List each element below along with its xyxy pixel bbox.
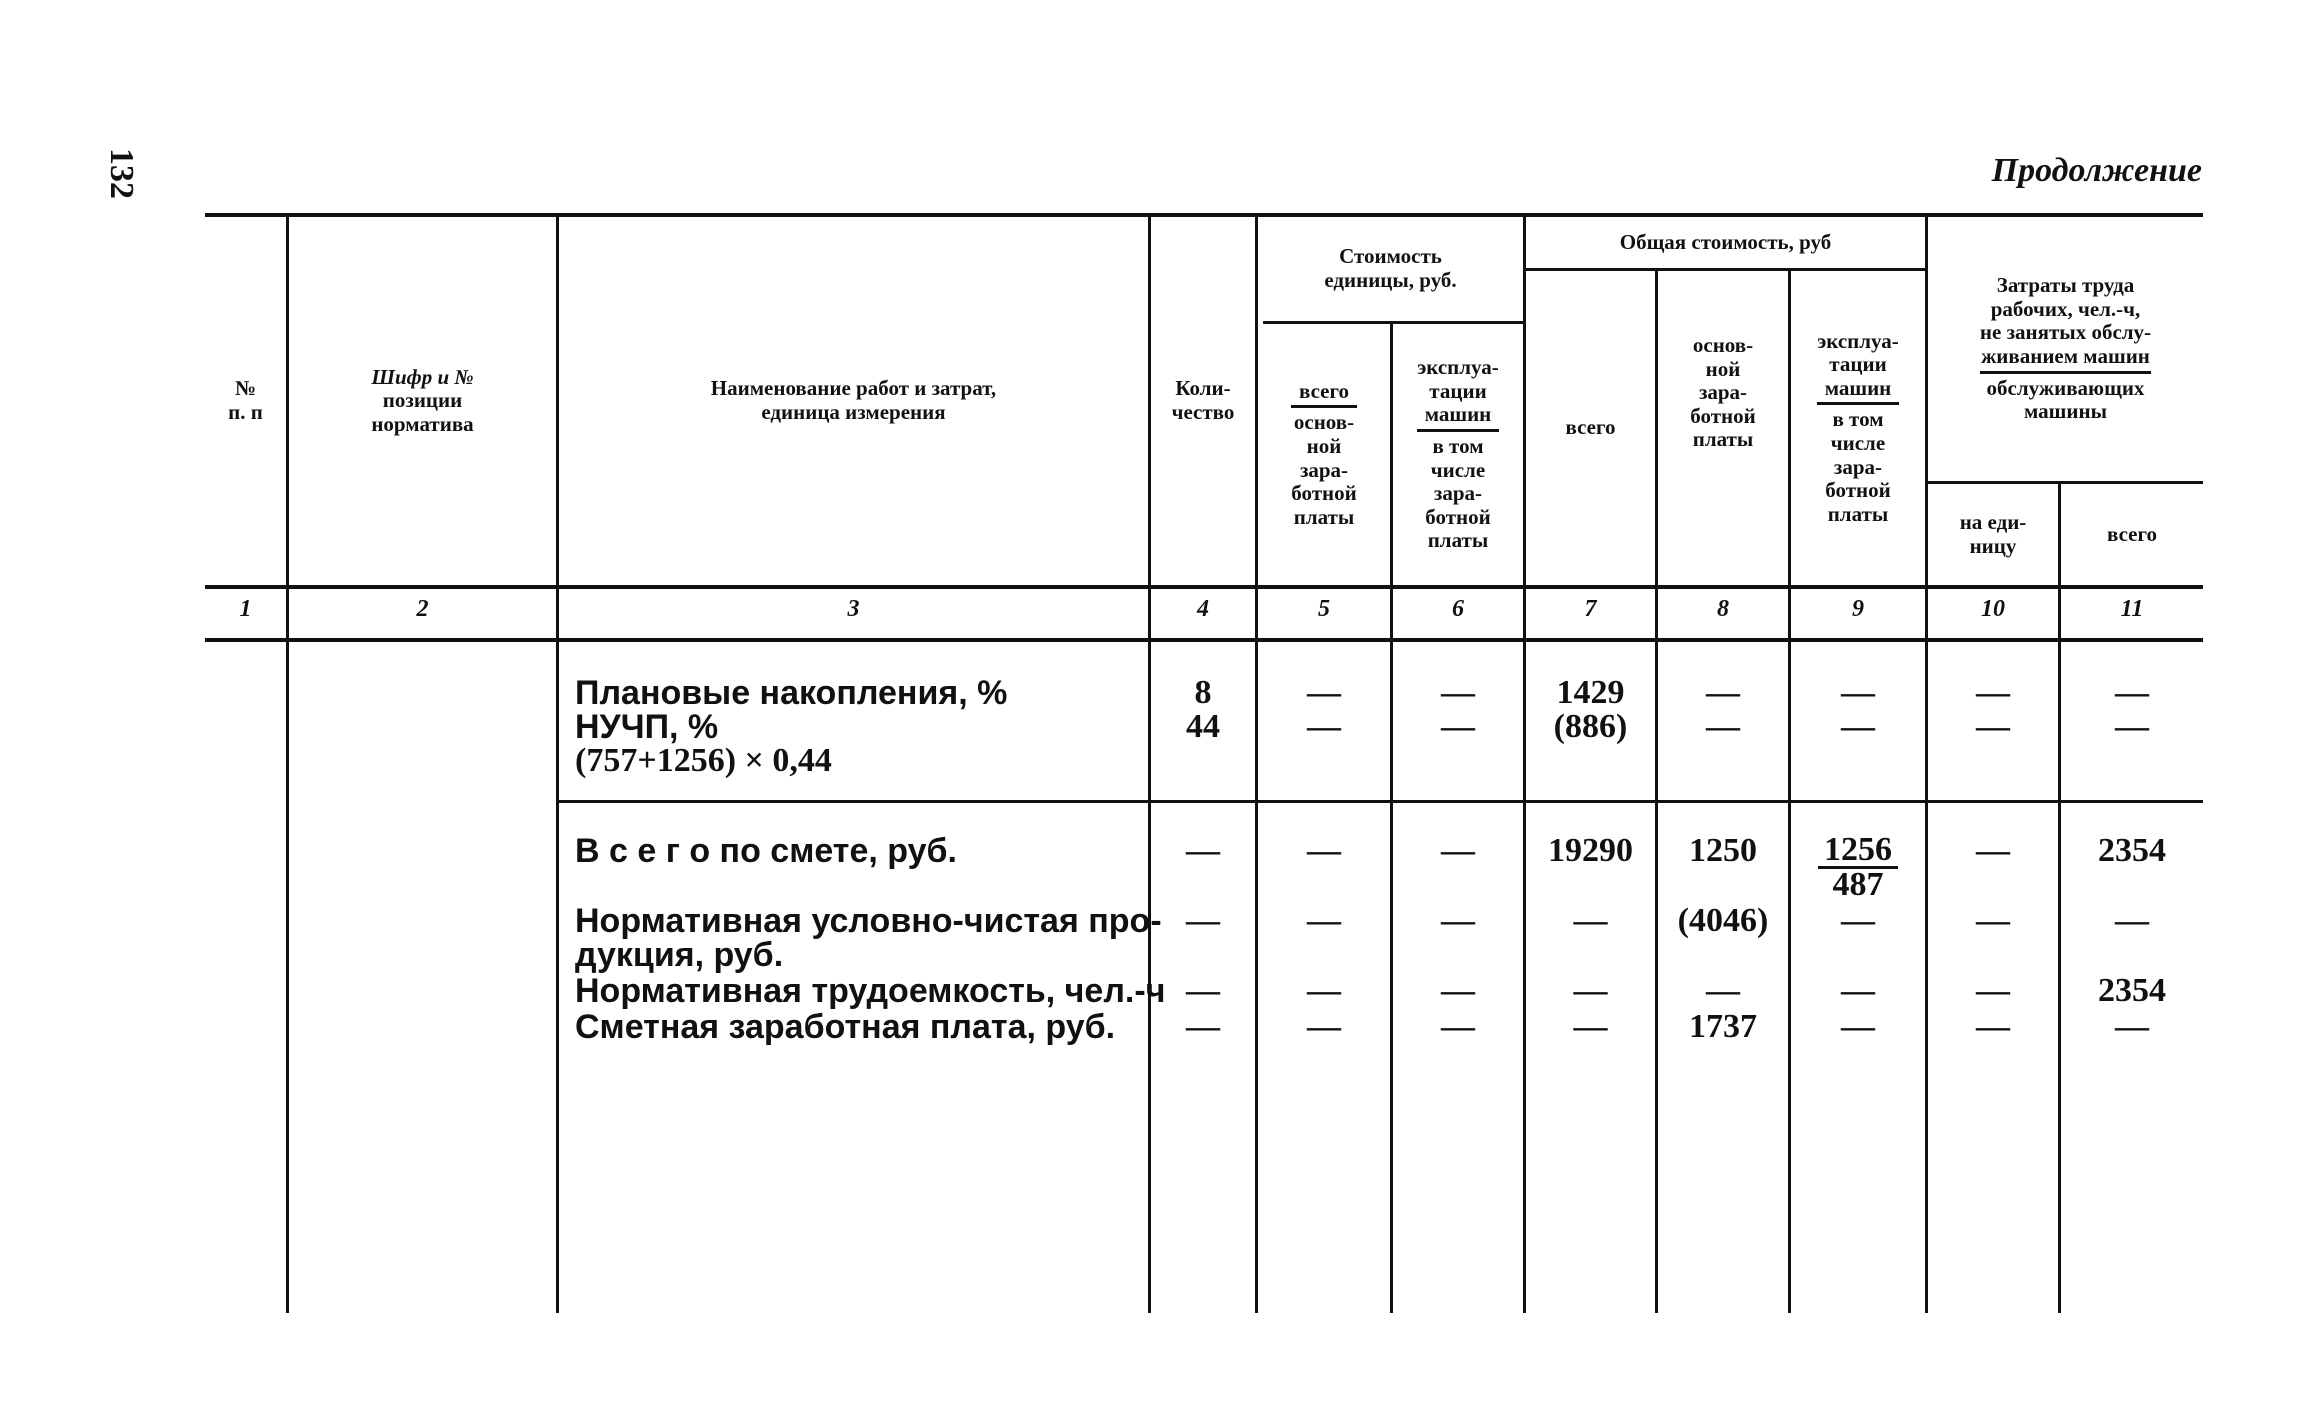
header-unit-cost: Стоимость единицы, руб. <box>1324 244 1457 292</box>
cell-c10: — <box>1976 1008 2010 1045</box>
cell-c11: 2354 <box>2098 972 2166 1009</box>
header-total-cost-machines: эксплуа- тации машин в том числе зара- ботной платы <box>1817 328 1899 526</box>
cell-c11: 2354 <box>2098 832 2166 869</box>
header-work-name: Наименование работ и затрат, единица измерения <box>710 376 997 424</box>
cell-c9-fraction <box>1791 831 1925 903</box>
header-unit-cost-total: всего основ- ной зара- ботной платы <box>1291 378 1357 529</box>
col-number: 4 <box>1197 596 1209 622</box>
cell-c6: — <box>1441 832 1475 869</box>
cell-c9: — <box>1841 972 1875 1009</box>
cell-c10: — <box>1976 832 2010 869</box>
cell-c11: — <box>2115 708 2149 745</box>
cell-c7: — <box>1573 972 1608 1009</box>
cell-c8: 1250 <box>1689 832 1757 869</box>
cell-c10: — <box>1976 902 2010 939</box>
col-number: 5 <box>1318 596 1330 622</box>
cell-c10: — <box>1976 708 2010 745</box>
cell-c6: — <box>1441 708 1475 745</box>
col-number: 7 <box>1584 596 1597 622</box>
page-number: 132 <box>103 148 140 199</box>
cell-c9: — <box>1841 674 1875 711</box>
work-name: НУЧП, % <box>575 708 719 746</box>
cell-c10: — <box>1976 674 2010 711</box>
cell-quantity: — <box>1186 1008 1220 1045</box>
cell-c8: 1737 <box>1689 1008 1757 1045</box>
cell-c11: — <box>2115 674 2149 711</box>
summary-total-label: В с е г о по смете, руб. <box>575 832 957 870</box>
cell-c6: — <box>1441 972 1475 1009</box>
summary-label: Нормативная трудоемкость, чел.-ч <box>575 972 1166 1010</box>
cell-quantity: 44 <box>1186 708 1220 745</box>
cell-c6: — <box>1441 1008 1475 1045</box>
cell-c5: — <box>1307 1008 1341 1045</box>
header-labor: Затраты труда рабочих, чел.-ч, не занятых обслу- живанием машин обслуживающих машины <box>1979 273 2152 424</box>
col-number: 9 <box>1852 596 1864 622</box>
cell-c6: — <box>1441 674 1475 711</box>
cell-c11: — <box>2115 1008 2149 1045</box>
cell-quantity: 8 <box>1194 674 1212 711</box>
cell-quantity: — <box>1186 832 1220 869</box>
col-number: 10 <box>1981 596 2005 622</box>
col-number: 3 <box>847 596 860 622</box>
col-number: 6 <box>1452 596 1464 622</box>
cell-quantity: — <box>1186 902 1220 939</box>
fraction-numerator: 1256 <box>1818 834 1898 869</box>
work-name: Плановые накопления, % <box>575 674 1008 712</box>
header-labor-per-unit: на еди- ницу <box>1959 509 2027 558</box>
cell-c9: — <box>1841 708 1875 745</box>
header-total-cost-all: всего <box>1565 415 1616 440</box>
cell-c11: — <box>2115 902 2149 939</box>
summary-label: Сметная заработная плата, руб. <box>575 1008 1116 1046</box>
cell-c9: — <box>1841 1008 1875 1045</box>
cell-quantity: — <box>1186 972 1220 1009</box>
cell-c5: — <box>1307 832 1341 869</box>
summary-label: дукция, руб. <box>575 936 784 974</box>
cell-c5: — <box>1307 972 1341 1009</box>
fraction-denominator: 487 <box>1832 866 1884 903</box>
header-labor-total: всего <box>2106 521 2157 546</box>
cell-c9: — <box>1841 902 1875 939</box>
col-number: 2 <box>416 596 429 622</box>
header-total-cost-wages: основ- ной зара- ботной платы <box>1690 333 1756 452</box>
col-number: 11 <box>2120 596 2144 622</box>
summary-label: Нормативная условно-чистая про- <box>575 902 1162 940</box>
cell-c7: 1429 <box>1556 674 1625 711</box>
header-unit-cost-machines: эксплуа- тации машин в том числе зара- ботной платы <box>1417 355 1499 553</box>
col-number: 8 <box>1717 596 1729 622</box>
header-quantity: Коли- чество <box>1171 376 1235 424</box>
work-formula: (757+1256) × 0,44 <box>575 742 832 779</box>
header-total-cost: Общая стоимость, руб <box>1619 229 1832 254</box>
header-code: Шифр и № позиции норматива <box>371 364 474 436</box>
header-row-number: № п. п <box>228 376 263 424</box>
cell-c8: — <box>1706 972 1740 1009</box>
cell-c5: — <box>1307 674 1341 711</box>
cell-c6: — <box>1441 902 1475 939</box>
cell-c5: — <box>1307 708 1341 745</box>
cell-c10: — <box>1976 972 2010 1009</box>
cell-c8: — <box>1706 674 1740 711</box>
cell-c7: 19290 <box>1548 832 1633 869</box>
col-number: 1 <box>239 596 252 622</box>
continuation-label: Продолжение <box>1991 152 2202 189</box>
cell-c7: — <box>1573 902 1608 939</box>
cell-c8: — <box>1706 708 1740 745</box>
cell-c7: (886) <box>1553 708 1628 745</box>
cell-c8: (4046) <box>1677 902 1769 939</box>
cell-c5: — <box>1307 902 1341 939</box>
cell-c7: — <box>1573 1008 1608 1045</box>
